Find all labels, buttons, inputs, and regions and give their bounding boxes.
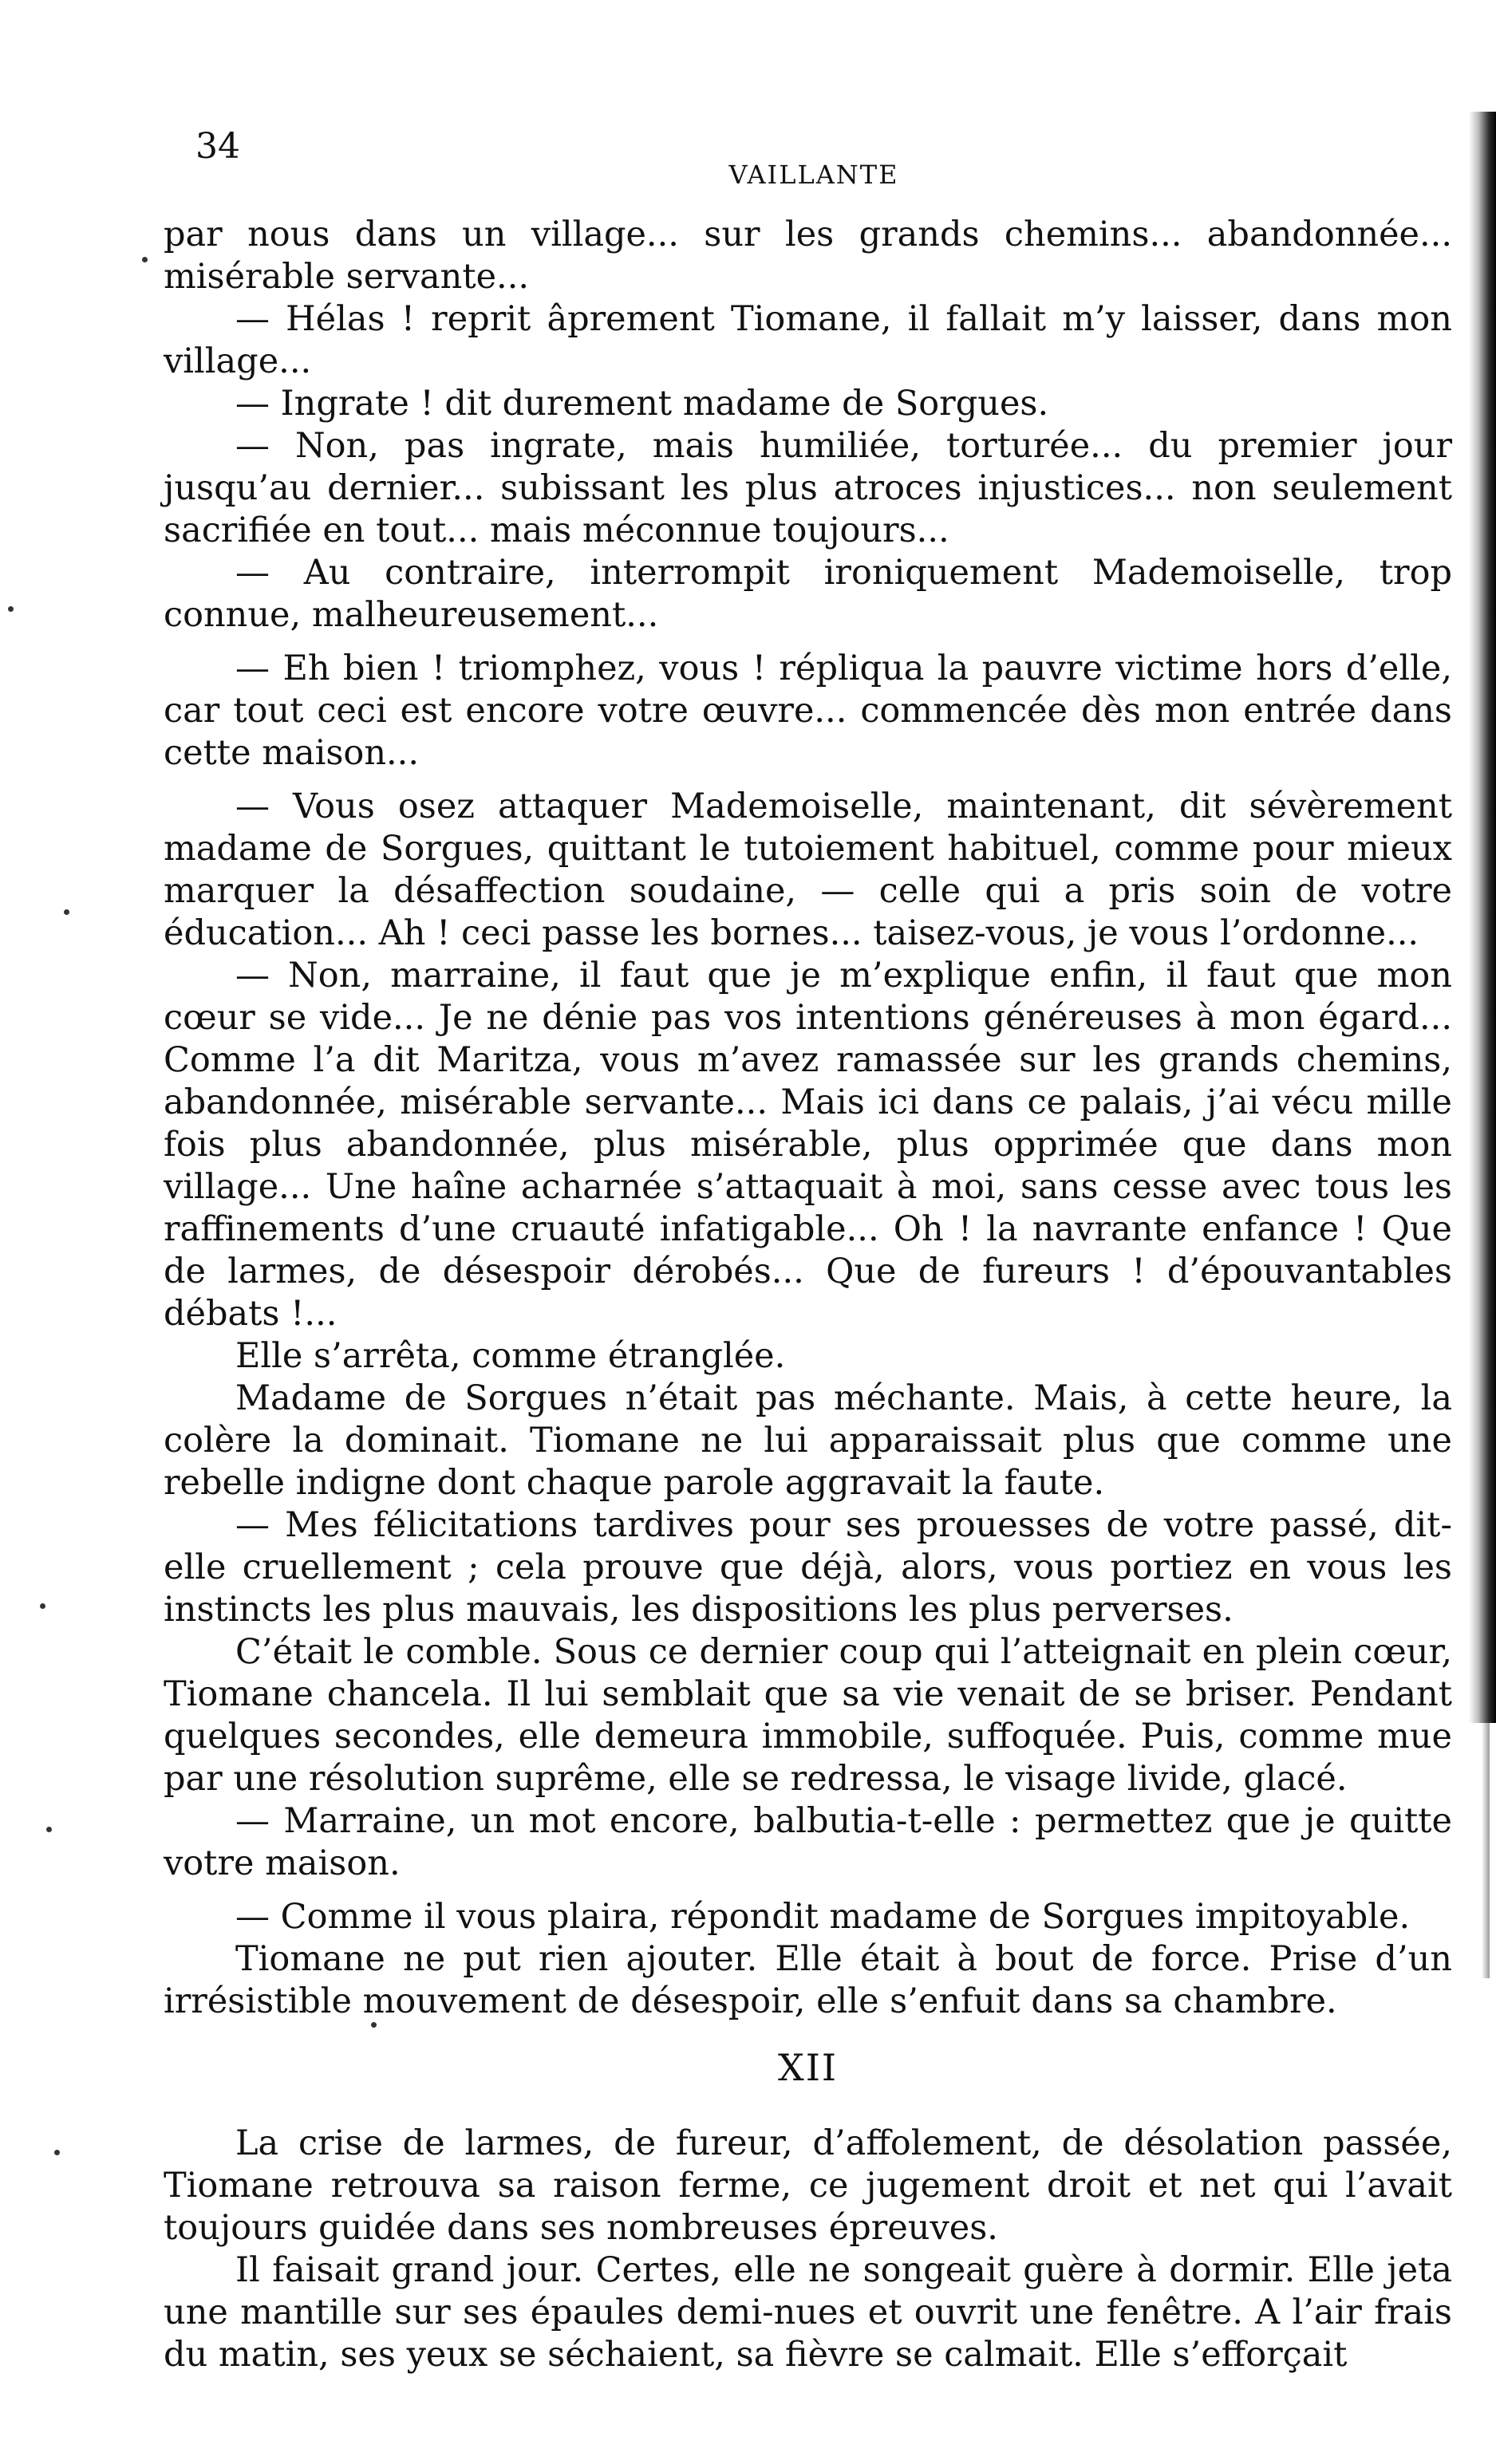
paragraph: — Vous osez attaquer Mademoiselle, maintenant, dit sévèrement madame de Sorgues, quittant le tutoiement habituel, comme pour mieux marquer la désaffection soudaine, — celle qui a pris soin de votre éducation... Ah ! ceci passe les bornes... taisez-vous, je vous l’ordonne... — [164, 787, 1452, 953]
paragraph: C’était le comble. Sous ce dernier coup qui l’atteignait en plein cœur, Tiomane chancela. Il lui semblait que sa vie venait de se briser. Pendant quelques secondes, elle demeura immobile, suffoquée. Puis, comme mue par une résolution suprême, elle se redressa, le visage livide, glacé. — [164, 1632, 1452, 1799]
paragraph: — Au contraire, interrompit ironiquement Mademoiselle, trop connue, malheureusement... — [164, 553, 1452, 635]
print-speck — [54, 2150, 60, 2155]
chapter-heading: XII — [777, 2046, 839, 2089]
paragraph: — Ingrate ! dit durement madame de Sorgues. — [235, 384, 1049, 424]
paragraph: — Comme il vous plaira, répondit madame de Sorgues impitoyable. — [235, 1897, 1411, 1937]
print-speck — [64, 909, 69, 915]
paragraph: La crise de larmes, de fureur, d’affolement, de désolation passée, Tiomane retrouva sa raison ferme, ce jugement droit et net qui l’avait toujours guidée dans ses nombreuses épreuves. — [164, 2123, 1452, 2248]
paragraph: — Non, marraine, il faut que je m’explique enfin, il faut que mon cœur se vide... Je ne dénie pas vos intentions généreuses à mon égard... Comme l’a dit Maritza, vous m’avez ramassée sur les grands chemins, abandonnée, misérable servante... Mais ici dans ce palais, j’ai vécu mille fois plus abandonnée, plus misérable, plus opprimée que dans mon village... Une haîne acharnée s’attaquait à moi, sans cesse avec tous les raffinements d’une cruauté infatigable... Oh ! la navrante enfance ! Que de larmes, de désespoir dérobés... Que de fureurs ! d’épouvantables débats !... — [164, 956, 1452, 1334]
print-speck — [40, 1603, 45, 1609]
print-speck — [371, 2022, 377, 2028]
binding-shadow-lower — [1482, 1723, 1490, 1978]
print-speck — [46, 1827, 52, 1832]
paragraph: par nous dans un village... sur les grands chemins... abandonnée... misérable servante... — [164, 215, 1452, 297]
paragraph: — Non, pas ingrate, mais humiliée, torturée... du premier jour jusqu’au dernier... subissant les plus atroces injustices... non seulement sacrifiée en tout... mais méconnue toujours... — [164, 426, 1452, 550]
page-number: 34 — [195, 126, 240, 167]
paragraph: — Marraine, un mot encore, balbutia-t-elle : permettez que je quitte votre maison. — [164, 1801, 1452, 1883]
paragraph: Tiomane ne put rien ajouter. Elle était à bout de force. Prise d’un irrésistible mouvement de désespoir, elle s’enfuit dans sa chambre. — [164, 1939, 1452, 2021]
paragraph: Madame de Sorgues n’était pas méchante. Mais, à cette heure, la colère la dominait. Tiomane ne lui apparaissait plus que comme une rebelle indigne dont chaque parole aggravait la faute. — [164, 1378, 1452, 1503]
paragraph: — Mes félicitations tardives pour ses prouesses de votre passé, dit-elle cruellement ; cela prouve que déjà, alors, vous portiez en vous les instincts les plus mauvais, les dispositions les plus perverses. — [164, 1505, 1452, 1630]
print-speck — [142, 257, 148, 262]
page-header — [187, 120, 1440, 190]
paragraph: Elle s’arrêta, comme étranglée. — [235, 1336, 786, 1376]
print-speck — [8, 606, 14, 612]
running-title: VAILLANTE — [728, 160, 899, 190]
paragraph: Il faisait grand jour. Certes, elle ne songeait guère à dormir. Elle jeta une mantille sur ses épaules demi-nues et ouvrit une fenêtre. A l’air frais du matin, ses yeux se séchaient, sa fièvre se calmait. Elle s’efforçait — [164, 2250, 1452, 2375]
paragraph: — Eh bien ! triomphez, vous ! répliqua la pauvre victime hors d’elle, car tout ceci est encore votre œuvre... commencée dès mon entrée dans cette maison... — [164, 649, 1452, 773]
binding-shadow — [1469, 112, 1496, 1723]
body-text — [164, 214, 1452, 2376]
paragraph: — Hélas ! reprit âprement Tiomane, il fallait m’y laisser, dans mon village... — [164, 299, 1452, 381]
